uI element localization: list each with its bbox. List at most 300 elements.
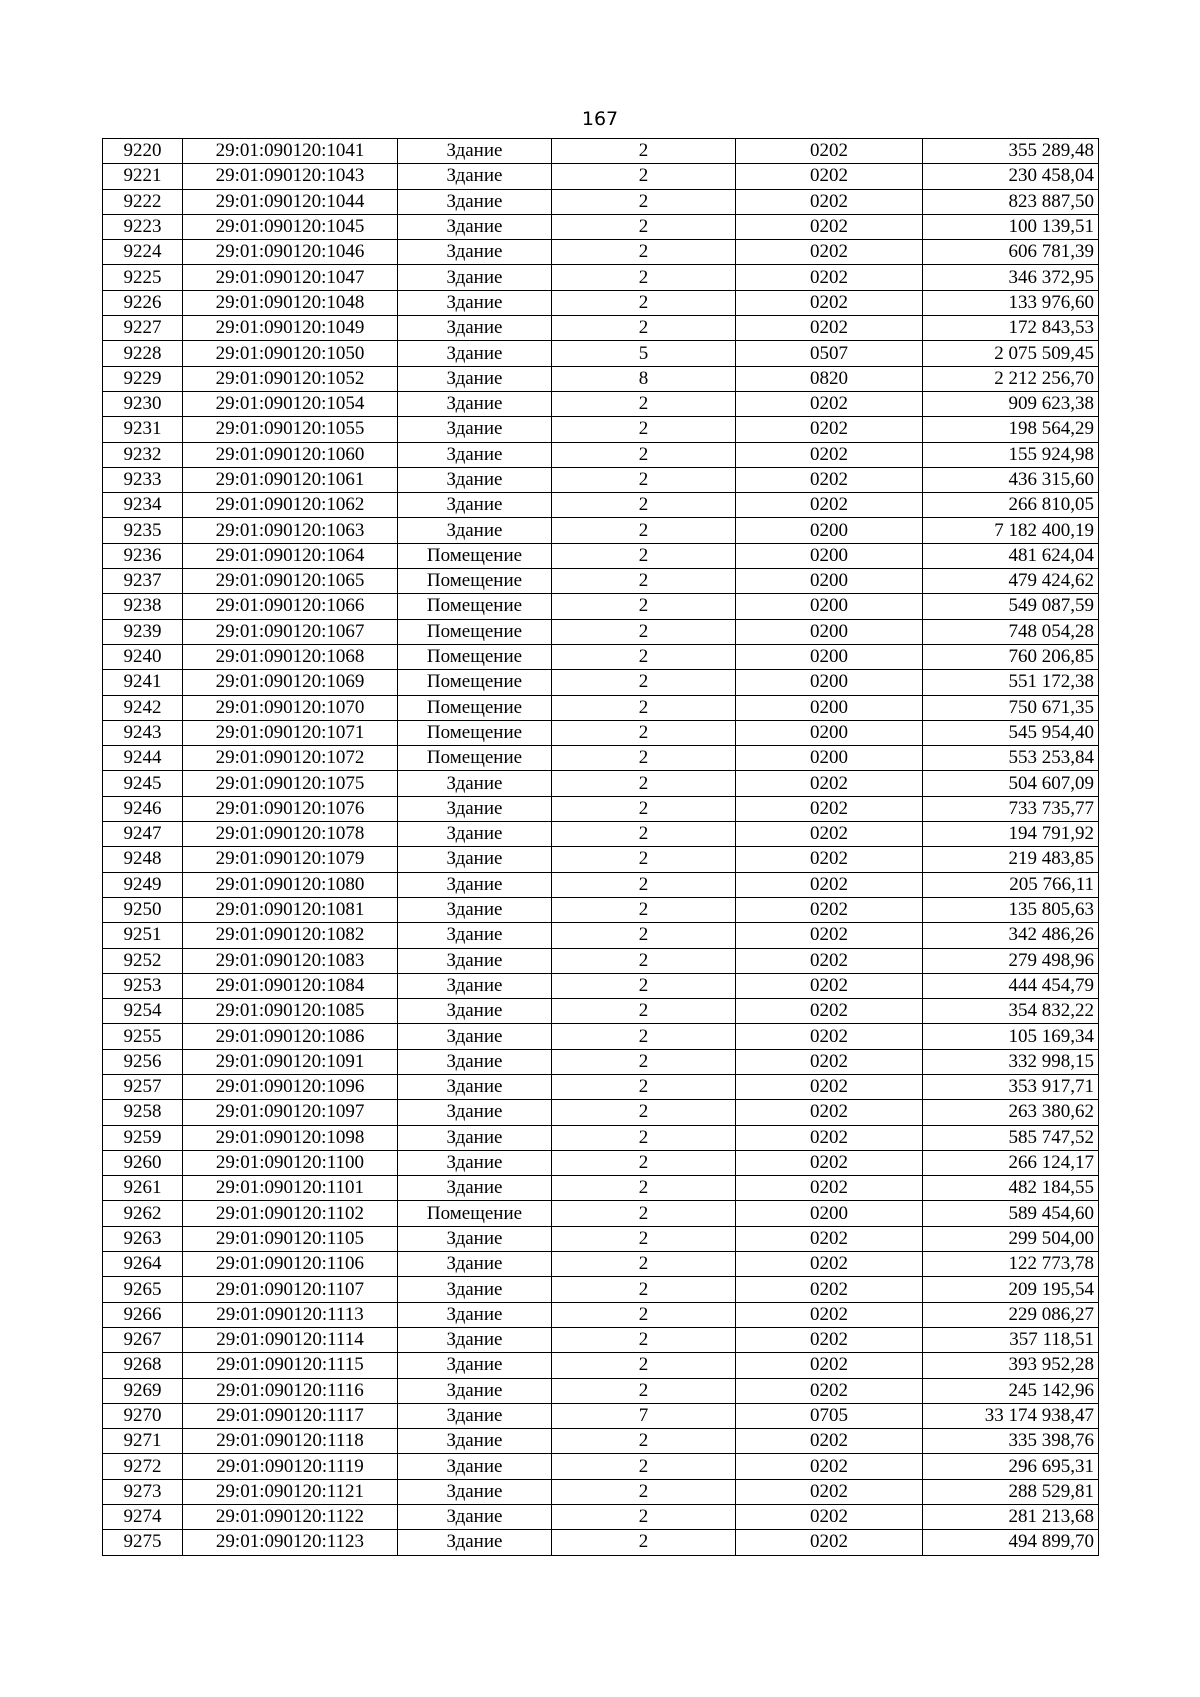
cadastral-value-cell: 209 195,54 <box>923 1277 1099 1302</box>
cadastral-number-cell: 29:01:090120:1117 <box>183 1403 398 1428</box>
row-number-cell: 9225 <box>103 265 183 290</box>
table-row <box>103 214 1099 239</box>
object-type-cell: Здание <box>398 1327 552 1352</box>
cadastral-number-cell: 29:01:090120:1098 <box>183 1125 398 1150</box>
row-number-cell: 9220 <box>103 139 183 164</box>
table-row <box>103 1074 1099 1099</box>
table-row <box>103 1201 1099 1226</box>
cadastral-value-cell: 909 623,38 <box>923 391 1099 416</box>
group-cell: 2 <box>552 670 736 695</box>
row-number-cell: 9257 <box>103 1074 183 1099</box>
cadastral-number-cell: 29:01:090120:1122 <box>183 1505 398 1530</box>
group-cell: 2 <box>552 948 736 973</box>
subgroup-code-cell: 0202 <box>736 999 923 1024</box>
row-number-cell: 9242 <box>103 695 183 720</box>
subgroup-code-cell: 0200 <box>736 518 923 543</box>
table-row <box>103 1252 1099 1277</box>
cadastral-value-cell: 436 315,60 <box>923 467 1099 492</box>
group-cell: 2 <box>552 1100 736 1125</box>
subgroup-code-cell: 0202 <box>736 1100 923 1125</box>
group-cell: 2 <box>552 189 736 214</box>
cadastral-number-cell: 29:01:090120:1065 <box>183 569 398 594</box>
group-cell: 2 <box>552 872 736 897</box>
row-number-cell: 9241 <box>103 670 183 695</box>
row-number-cell: 9265 <box>103 1277 183 1302</box>
group-cell: 2 <box>552 569 736 594</box>
cadastral-number-cell: 29:01:090120:1082 <box>183 923 398 948</box>
row-number-cell: 9264 <box>103 1252 183 1277</box>
table-row <box>103 518 1099 543</box>
group-cell: 2 <box>552 1530 736 1555</box>
subgroup-code-cell: 0200 <box>736 670 923 695</box>
table-body <box>103 139 1099 1556</box>
table-row <box>103 366 1099 391</box>
table-row <box>103 923 1099 948</box>
table-row <box>103 1302 1099 1327</box>
cadastral-value-cell: 606 781,39 <box>923 240 1099 265</box>
object-type-cell: Здание <box>398 1479 552 1504</box>
cadastral-number-cell: 29:01:090120:1091 <box>183 1049 398 1074</box>
cadastral-value-cell: 194 791,92 <box>923 822 1099 847</box>
row-number-cell: 9234 <box>103 493 183 518</box>
cadastral-number-cell: 29:01:090120:1060 <box>183 442 398 467</box>
subgroup-code-cell: 0202 <box>736 1150 923 1175</box>
table-row <box>103 1505 1099 1530</box>
subgroup-code-cell: 0202 <box>736 189 923 214</box>
subgroup-code-cell: 0202 <box>736 391 923 416</box>
group-cell: 2 <box>552 1125 736 1150</box>
object-type-cell: Здание <box>398 240 552 265</box>
table-row <box>103 1479 1099 1504</box>
object-type-cell: Здание <box>398 1125 552 1150</box>
cadastral-number-cell: 29:01:090120:1086 <box>183 1024 398 1049</box>
cadastral-number-cell: 29:01:090120:1048 <box>183 290 398 315</box>
cadastral-number-cell: 29:01:090120:1041 <box>183 139 398 164</box>
cadastral-number-cell: 29:01:090120:1079 <box>183 847 398 872</box>
row-number-cell: 9245 <box>103 771 183 796</box>
row-number-cell: 9269 <box>103 1378 183 1403</box>
object-type-cell: Здание <box>398 189 552 214</box>
row-number-cell: 9272 <box>103 1454 183 1479</box>
subgroup-code-cell: 0200 <box>736 594 923 619</box>
cadastral-value-cell: 545 954,40 <box>923 720 1099 745</box>
group-cell: 2 <box>552 1226 736 1251</box>
cadastral-number-cell: 29:01:090120:1118 <box>183 1429 398 1454</box>
cadastral-value-cell: 585 747,52 <box>923 1125 1099 1150</box>
cadastral-number-cell: 29:01:090120:1102 <box>183 1201 398 1226</box>
table-row <box>103 897 1099 922</box>
table-row <box>103 417 1099 442</box>
subgroup-code-cell: 0202 <box>736 897 923 922</box>
group-cell: 2 <box>552 644 736 669</box>
group-cell: 2 <box>552 897 736 922</box>
cadastral-number-cell: 29:01:090120:1045 <box>183 214 398 239</box>
table-row <box>103 695 1099 720</box>
row-number-cell: 9240 <box>103 644 183 669</box>
object-type-cell: Здание <box>398 518 552 543</box>
object-type-cell: Здание <box>398 1176 552 1201</box>
cadastral-value-cell: 748 054,28 <box>923 619 1099 644</box>
row-number-cell: 9237 <box>103 569 183 594</box>
object-type-cell: Здание <box>398 1024 552 1049</box>
row-number-cell: 9256 <box>103 1049 183 1074</box>
cadastral-value-cell: 494 899,70 <box>923 1530 1099 1555</box>
group-cell: 2 <box>552 442 736 467</box>
group-cell: 2 <box>552 214 736 239</box>
table-row <box>103 290 1099 315</box>
group-cell: 2 <box>552 493 736 518</box>
table-row <box>103 771 1099 796</box>
cadastral-value-cell: 7 182 400,19 <box>923 518 1099 543</box>
object-type-cell: Здание <box>398 1277 552 1302</box>
table-row <box>103 670 1099 695</box>
object-type-cell: Здание <box>398 1226 552 1251</box>
cadastral-number-cell: 29:01:090120:1085 <box>183 999 398 1024</box>
cadastral-value-cell: 245 142,96 <box>923 1378 1099 1403</box>
group-cell: 2 <box>552 1429 736 1454</box>
row-number-cell: 9255 <box>103 1024 183 1049</box>
group-cell: 2 <box>552 1201 736 1226</box>
subgroup-code-cell: 0202 <box>736 1074 923 1099</box>
object-type-cell: Здание <box>398 973 552 998</box>
cadastral-value-cell: 353 917,71 <box>923 1074 1099 1099</box>
cadastral-value-cell: 549 087,59 <box>923 594 1099 619</box>
table-row <box>103 644 1099 669</box>
table-row <box>103 1353 1099 1378</box>
cadastral-number-cell: 29:01:090120:1067 <box>183 619 398 644</box>
subgroup-code-cell: 0202 <box>736 771 923 796</box>
cadastral-value-cell: 135 805,63 <box>923 897 1099 922</box>
row-number-cell: 9235 <box>103 518 183 543</box>
subgroup-code-cell: 0202 <box>736 847 923 872</box>
table-row <box>103 442 1099 467</box>
object-type-cell: Здание <box>398 897 552 922</box>
cadastral-number-cell: 29:01:090120:1052 <box>183 366 398 391</box>
cadastral-number-cell: 29:01:090120:1113 <box>183 1302 398 1327</box>
row-number-cell: 9236 <box>103 543 183 568</box>
row-number-cell: 9221 <box>103 164 183 189</box>
object-type-cell: Здание <box>398 164 552 189</box>
object-type-cell: Здание <box>398 1454 552 1479</box>
table-row <box>103 822 1099 847</box>
cadastral-number-cell: 29:01:090120:1115 <box>183 1353 398 1378</box>
object-type-cell: Здание <box>398 467 552 492</box>
row-number-cell: 9271 <box>103 1429 183 1454</box>
subgroup-code-cell: 0200 <box>736 619 923 644</box>
cadastral-number-cell: 29:01:090120:1044 <box>183 189 398 214</box>
group-cell: 2 <box>552 1327 736 1352</box>
cadastral-value-cell: 155 924,98 <box>923 442 1099 467</box>
group-cell: 2 <box>552 1150 736 1175</box>
cadastral-value-cell: 342 486,26 <box>923 923 1099 948</box>
subgroup-code-cell: 0202 <box>736 948 923 973</box>
group-cell: 7 <box>552 1403 736 1428</box>
cadastral-value-cell: 122 773,78 <box>923 1252 1099 1277</box>
subgroup-code-cell: 0200 <box>736 720 923 745</box>
object-type-cell: Помещение <box>398 594 552 619</box>
cadastral-value-cell: 279 498,96 <box>923 948 1099 973</box>
cadastral-number-cell: 29:01:090120:1083 <box>183 948 398 973</box>
group-cell: 2 <box>552 619 736 644</box>
group-cell: 2 <box>552 822 736 847</box>
subgroup-code-cell: 0202 <box>736 214 923 239</box>
table-row <box>103 240 1099 265</box>
cadastral-value-cell: 296 695,31 <box>923 1454 1099 1479</box>
cadastral-value-cell: 479 424,62 <box>923 569 1099 594</box>
group-cell: 2 <box>552 391 736 416</box>
row-number-cell: 9251 <box>103 923 183 948</box>
subgroup-code-cell: 0202 <box>736 467 923 492</box>
table-row <box>103 543 1099 568</box>
cadastral-number-cell: 29:01:090120:1116 <box>183 1378 398 1403</box>
group-cell: 2 <box>552 1252 736 1277</box>
table-row <box>103 720 1099 745</box>
table-row <box>103 1403 1099 1428</box>
table-row <box>103 1454 1099 1479</box>
row-number-cell: 9258 <box>103 1100 183 1125</box>
object-type-cell: Помещение <box>398 746 552 771</box>
object-type-cell: Здание <box>398 948 552 973</box>
object-type-cell: Здание <box>398 1302 552 1327</box>
table-row <box>103 1226 1099 1251</box>
object-type-cell: Здание <box>398 1074 552 1099</box>
group-cell: 2 <box>552 847 736 872</box>
cadastral-value-cell: 230 458,04 <box>923 164 1099 189</box>
subgroup-code-cell: 0202 <box>736 822 923 847</box>
subgroup-code-cell: 0202 <box>736 265 923 290</box>
cadastral-value-cell: 760 206,85 <box>923 644 1099 669</box>
cadastral-value-cell: 172 843,53 <box>923 316 1099 341</box>
subgroup-code-cell: 0202 <box>736 316 923 341</box>
group-cell: 2 <box>552 265 736 290</box>
cadastral-value-cell: 354 832,22 <box>923 999 1099 1024</box>
subgroup-code-cell: 0202 <box>736 1353 923 1378</box>
object-type-cell: Здание <box>398 1403 552 1428</box>
group-cell: 2 <box>552 467 736 492</box>
group-cell: 5 <box>552 341 736 366</box>
group-cell: 2 <box>552 1302 736 1327</box>
object-type-cell: Помещение <box>398 644 552 669</box>
group-cell: 2 <box>552 1024 736 1049</box>
object-type-cell: Помещение <box>398 720 552 745</box>
row-number-cell: 9262 <box>103 1201 183 1226</box>
cadastral-number-cell: 29:01:090120:1055 <box>183 417 398 442</box>
object-type-cell: Помещение <box>398 543 552 568</box>
cadastral-value-cell: 481 624,04 <box>923 543 1099 568</box>
group-cell: 2 <box>552 695 736 720</box>
object-type-cell: Здание <box>398 366 552 391</box>
cadastral-number-cell: 29:01:090120:1114 <box>183 1327 398 1352</box>
cadastral-value-cell: 346 372,95 <box>923 265 1099 290</box>
row-number-cell: 9248 <box>103 847 183 872</box>
group-cell: 2 <box>552 746 736 771</box>
object-type-cell: Здание <box>398 214 552 239</box>
table-row <box>103 1176 1099 1201</box>
subgroup-code-cell: 0202 <box>736 1049 923 1074</box>
group-cell: 2 <box>552 1479 736 1504</box>
object-type-cell: Здание <box>398 442 552 467</box>
cadastral-value-cell: 2 212 256,70 <box>923 366 1099 391</box>
subgroup-code-cell: 0200 <box>736 1201 923 1226</box>
row-number-cell: 9233 <box>103 467 183 492</box>
table-row <box>103 1429 1099 1454</box>
object-type-cell: Здание <box>398 1505 552 1530</box>
group-cell: 2 <box>552 771 736 796</box>
object-type-cell: Здание <box>398 290 552 315</box>
cadastral-value-cell: 504 607,09 <box>923 771 1099 796</box>
row-number-cell: 9268 <box>103 1353 183 1378</box>
subgroup-code-cell: 0202 <box>736 290 923 315</box>
cadastral-number-cell: 29:01:090120:1063 <box>183 518 398 543</box>
group-cell: 2 <box>552 1277 736 1302</box>
table-row <box>103 1530 1099 1555</box>
object-type-cell: Здание <box>398 265 552 290</box>
cadastral-value-cell: 589 454,60 <box>923 1201 1099 1226</box>
cadastral-number-cell: 29:01:090120:1066 <box>183 594 398 619</box>
cadastral-value-cell: 393 952,28 <box>923 1353 1099 1378</box>
group-cell: 2 <box>552 923 736 948</box>
row-number-cell: 9228 <box>103 341 183 366</box>
cadastral-number-cell: 29:01:090120:1084 <box>183 973 398 998</box>
cadastral-number-cell: 29:01:090120:1106 <box>183 1252 398 1277</box>
cadastral-number-cell: 29:01:090120:1097 <box>183 1100 398 1125</box>
subgroup-code-cell: 0200 <box>736 644 923 669</box>
subgroup-code-cell: 0202 <box>736 1176 923 1201</box>
cadastral-value-cell: 482 184,55 <box>923 1176 1099 1201</box>
table-row <box>103 164 1099 189</box>
group-cell: 2 <box>552 1176 736 1201</box>
cadastral-value-cell: 205 766,11 <box>923 872 1099 897</box>
cadastral-value-cell: 733 735,77 <box>923 796 1099 821</box>
object-type-cell: Здание <box>398 1252 552 1277</box>
row-number-cell: 9266 <box>103 1302 183 1327</box>
subgroup-code-cell: 0202 <box>736 1530 923 1555</box>
subgroup-code-cell: 0202 <box>736 1327 923 1352</box>
row-number-cell: 9230 <box>103 391 183 416</box>
object-type-cell: Помещение <box>398 695 552 720</box>
group-cell: 2 <box>552 1074 736 1099</box>
table-row <box>103 569 1099 594</box>
cadastral-value-cell: 281 213,68 <box>923 1505 1099 1530</box>
table-row <box>103 1327 1099 1352</box>
group-cell: 2 <box>552 973 736 998</box>
group-cell: 2 <box>552 1049 736 1074</box>
cadastral-number-cell: 29:01:090120:1105 <box>183 1226 398 1251</box>
table-row <box>103 189 1099 214</box>
cadastral-value-cell: 105 169,34 <box>923 1024 1099 1049</box>
cadastral-value-cell: 750 671,35 <box>923 695 1099 720</box>
subgroup-code-cell: 0200 <box>736 695 923 720</box>
object-type-cell: Помещение <box>398 670 552 695</box>
object-type-cell: Здание <box>398 923 552 948</box>
table-row <box>103 973 1099 998</box>
subgroup-code-cell: 0202 <box>736 139 923 164</box>
row-number-cell: 9253 <box>103 973 183 998</box>
subgroup-code-cell: 0202 <box>736 1378 923 1403</box>
table-row <box>103 1378 1099 1403</box>
cadastral-value-cell: 2 075 509,45 <box>923 341 1099 366</box>
table-row <box>103 847 1099 872</box>
table-row <box>103 1100 1099 1125</box>
row-number-cell: 9274 <box>103 1505 183 1530</box>
object-type-cell: Здание <box>398 999 552 1024</box>
cadastral-value-cell: 133 976,60 <box>923 290 1099 315</box>
group-cell: 2 <box>552 1454 736 1479</box>
subgroup-code-cell: 0202 <box>736 417 923 442</box>
row-number-cell: 9275 <box>103 1530 183 1555</box>
row-number-cell: 9238 <box>103 594 183 619</box>
row-number-cell: 9244 <box>103 746 183 771</box>
group-cell: 2 <box>552 240 736 265</box>
subgroup-code-cell: 0202 <box>736 1302 923 1327</box>
cadastral-number-cell: 29:01:090120:1069 <box>183 670 398 695</box>
row-number-cell: 9246 <box>103 796 183 821</box>
group-cell: 2 <box>552 999 736 1024</box>
subgroup-code-cell: 0200 <box>736 569 923 594</box>
cadastral-value-cell: 335 398,76 <box>923 1429 1099 1454</box>
object-type-cell: Помещение <box>398 569 552 594</box>
table-row <box>103 796 1099 821</box>
subgroup-code-cell: 0202 <box>736 1505 923 1530</box>
cadastral-value-cell: 357 118,51 <box>923 1327 1099 1352</box>
cadastral-value-cell: 33 174 938,47 <box>923 1403 1099 1428</box>
cadastral-number-cell: 29:01:090120:1119 <box>183 1454 398 1479</box>
row-number-cell: 9252 <box>103 948 183 973</box>
group-cell: 2 <box>552 417 736 442</box>
object-type-cell: Здание <box>398 796 552 821</box>
row-number-cell: 9247 <box>103 822 183 847</box>
row-number-cell: 9270 <box>103 1403 183 1428</box>
group-cell: 8 <box>552 366 736 391</box>
table-row <box>103 1277 1099 1302</box>
group-cell: 2 <box>552 290 736 315</box>
row-number-cell: 9239 <box>103 619 183 644</box>
cadastral-number-cell: 29:01:090120:1080 <box>183 872 398 897</box>
object-type-cell: Здание <box>398 872 552 897</box>
subgroup-code-cell: 0202 <box>736 872 923 897</box>
subgroup-code-cell: 0202 <box>736 164 923 189</box>
subgroup-code-cell: 0202 <box>736 796 923 821</box>
object-type-cell: Здание <box>398 493 552 518</box>
subgroup-code-cell: 0705 <box>736 1403 923 1428</box>
cadastral-number-cell: 29:01:090120:1071 <box>183 720 398 745</box>
row-number-cell: 9222 <box>103 189 183 214</box>
row-number-cell: 9224 <box>103 240 183 265</box>
group-cell: 2 <box>552 796 736 821</box>
cadastral-value-cell: 288 529,81 <box>923 1479 1099 1504</box>
object-type-cell: Помещение <box>398 1201 552 1226</box>
cadastral-value-cell: 355 289,48 <box>923 139 1099 164</box>
row-number-cell: 9260 <box>103 1150 183 1175</box>
object-type-cell: Здание <box>398 1150 552 1175</box>
table-row <box>103 316 1099 341</box>
subgroup-code-cell: 0202 <box>736 1252 923 1277</box>
page-number: 167 <box>581 108 619 130</box>
cadastral-number-cell: 29:01:090120:1049 <box>183 316 398 341</box>
table-row <box>103 746 1099 771</box>
cadastral-number-cell: 29:01:090120:1043 <box>183 164 398 189</box>
cadastral-number-cell: 29:01:090120:1121 <box>183 1479 398 1504</box>
cadastral-value-cell: 266 124,17 <box>923 1150 1099 1175</box>
table-row <box>103 391 1099 416</box>
subgroup-code-cell: 0202 <box>736 1024 923 1049</box>
subgroup-code-cell: 0200 <box>736 543 923 568</box>
subgroup-code-cell: 0202 <box>736 493 923 518</box>
row-number-cell: 9229 <box>103 366 183 391</box>
object-type-cell: Здание <box>398 316 552 341</box>
group-cell: 2 <box>552 543 736 568</box>
cadastral-number-cell: 29:01:090120:1078 <box>183 822 398 847</box>
